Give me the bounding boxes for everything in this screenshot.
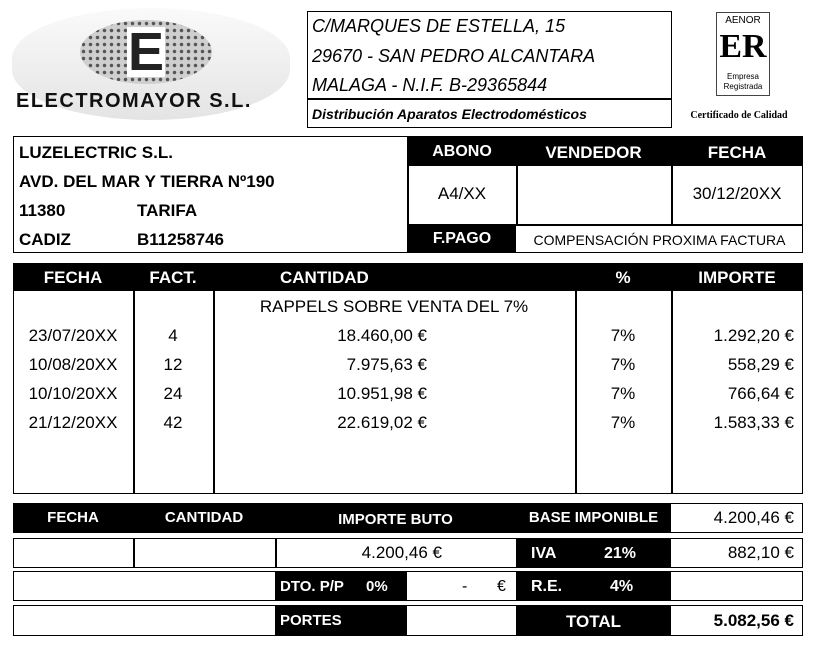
company-name: ELECTROMAYOR S.L. [16, 90, 252, 112]
abono-label: ABONO [432, 143, 492, 160]
col-pct: % [615, 268, 631, 287]
dto-currency: € [497, 578, 506, 595]
row-importe: 1.583,33 € [713, 413, 794, 432]
iva-value: 882,10 € [727, 543, 794, 562]
col-fecha: FECHA [43, 268, 103, 287]
fpago-label: F.PAGO [432, 230, 492, 247]
row-cantidad: 7.975,63 € [346, 355, 427, 374]
address-divider [307, 98, 672, 100]
row-fecha: 10/08/20XX [28, 355, 118, 374]
company-address-line3: MALAGA - N.I.F. B-29365844 [312, 75, 548, 95]
row-importe: 558,29 € [727, 355, 794, 374]
vendedor-label: VENDEDOR [545, 143, 642, 162]
company-activity: Distribución Aparatos Electrodomésticos [312, 106, 587, 122]
base-imponible-label: BASE IMPONIBLE [528, 509, 659, 526]
row-cantidad: 10.951,98 € [337, 384, 427, 403]
row-cantidad: 22.619,02 € [337, 413, 427, 432]
row-fecha: 23/07/20XX [28, 326, 118, 345]
row-cantidad: 18.460,00 € [337, 326, 427, 345]
aenor-mark-icon: ER [719, 28, 767, 65]
re-label: R.E. [531, 578, 563, 595]
vline-1 [516, 166, 518, 224]
aenor-line1: Empresa [726, 72, 759, 81]
dto-dash: - [462, 578, 468, 595]
row-importe: 766,64 € [727, 384, 794, 403]
col-importe: IMPORTE [698, 268, 776, 287]
row-pct: 7% [610, 326, 636, 345]
col-cantidad: CANTIDAD [280, 268, 369, 287]
aenor-line2: Registrada [723, 82, 763, 91]
portes-label: PORTES [280, 612, 342, 629]
iva-pct: 21% [604, 545, 637, 562]
dto-label: DTO. P/P [280, 578, 344, 595]
client-city: TARIFA [137, 201, 198, 220]
base-imponible-value: 4.200,46 € [713, 508, 794, 527]
importe-bruto-value: 4.200,46 € [361, 543, 442, 562]
re-pct: 4% [610, 578, 634, 595]
row-fecha: 10/10/20XX [28, 384, 118, 403]
total-label: TOTAL [565, 612, 622, 631]
row-pct: 7% [610, 355, 636, 374]
abono-value: A4/XX [437, 184, 487, 203]
totals-cantidad-label: CANTIDAD [164, 509, 244, 526]
client-postal-code: 11380 [19, 201, 66, 220]
fecha-value: 30/12/20XX [692, 184, 782, 203]
total-value: 5.082,56 € [713, 611, 794, 630]
dto-pct: 0% [366, 578, 388, 595]
lines-description: RAPPELS SOBRE VENTA DEL 7% [259, 297, 529, 316]
row-fecha: 21/12/20XX [28, 413, 118, 432]
tv-divider-1 [133, 538, 135, 568]
row-pct: 7% [610, 384, 636, 403]
totals-fecha-label: FECHA [47, 509, 99, 526]
certificate-caption: Certificado de Calidad [690, 110, 788, 121]
fecha-label: FECHA [707, 143, 767, 162]
row-fact: 12 [163, 355, 183, 374]
row-fact: 24 [163, 384, 183, 403]
client-nif: B11258746 [137, 230, 224, 249]
row-importe: 1.292,20 € [713, 326, 794, 345]
iva-label: IVA [531, 545, 557, 562]
client-name: LUZELECTRIC S.L. [19, 143, 173, 162]
row-fact: 4 [168, 326, 178, 345]
client-address: AVD. DEL MAR Y TIERRA Nº190 [19, 172, 275, 191]
aenor-org: AENOR [725, 15, 761, 26]
importe-bruto-label: IMPORTE BUTO [338, 511, 453, 528]
company-address-line1: C/MARQUES DE ESTELLA, 15 [312, 16, 566, 36]
row-pct: 7% [610, 413, 636, 432]
col-fact: FACT. [149, 268, 197, 287]
company-address-line2: 29670 - SAN PEDRO ALCANTARA [312, 46, 596, 66]
logo-letter: E [127, 22, 165, 82]
totals-dto-row [13, 571, 803, 601]
fpago-value: COMPENSACIÓN PROXIMA FACTURA [533, 232, 786, 248]
fpago-divider [516, 224, 803, 226]
row-fact: 42 [163, 413, 183, 432]
client-province: CADIZ [19, 230, 71, 249]
